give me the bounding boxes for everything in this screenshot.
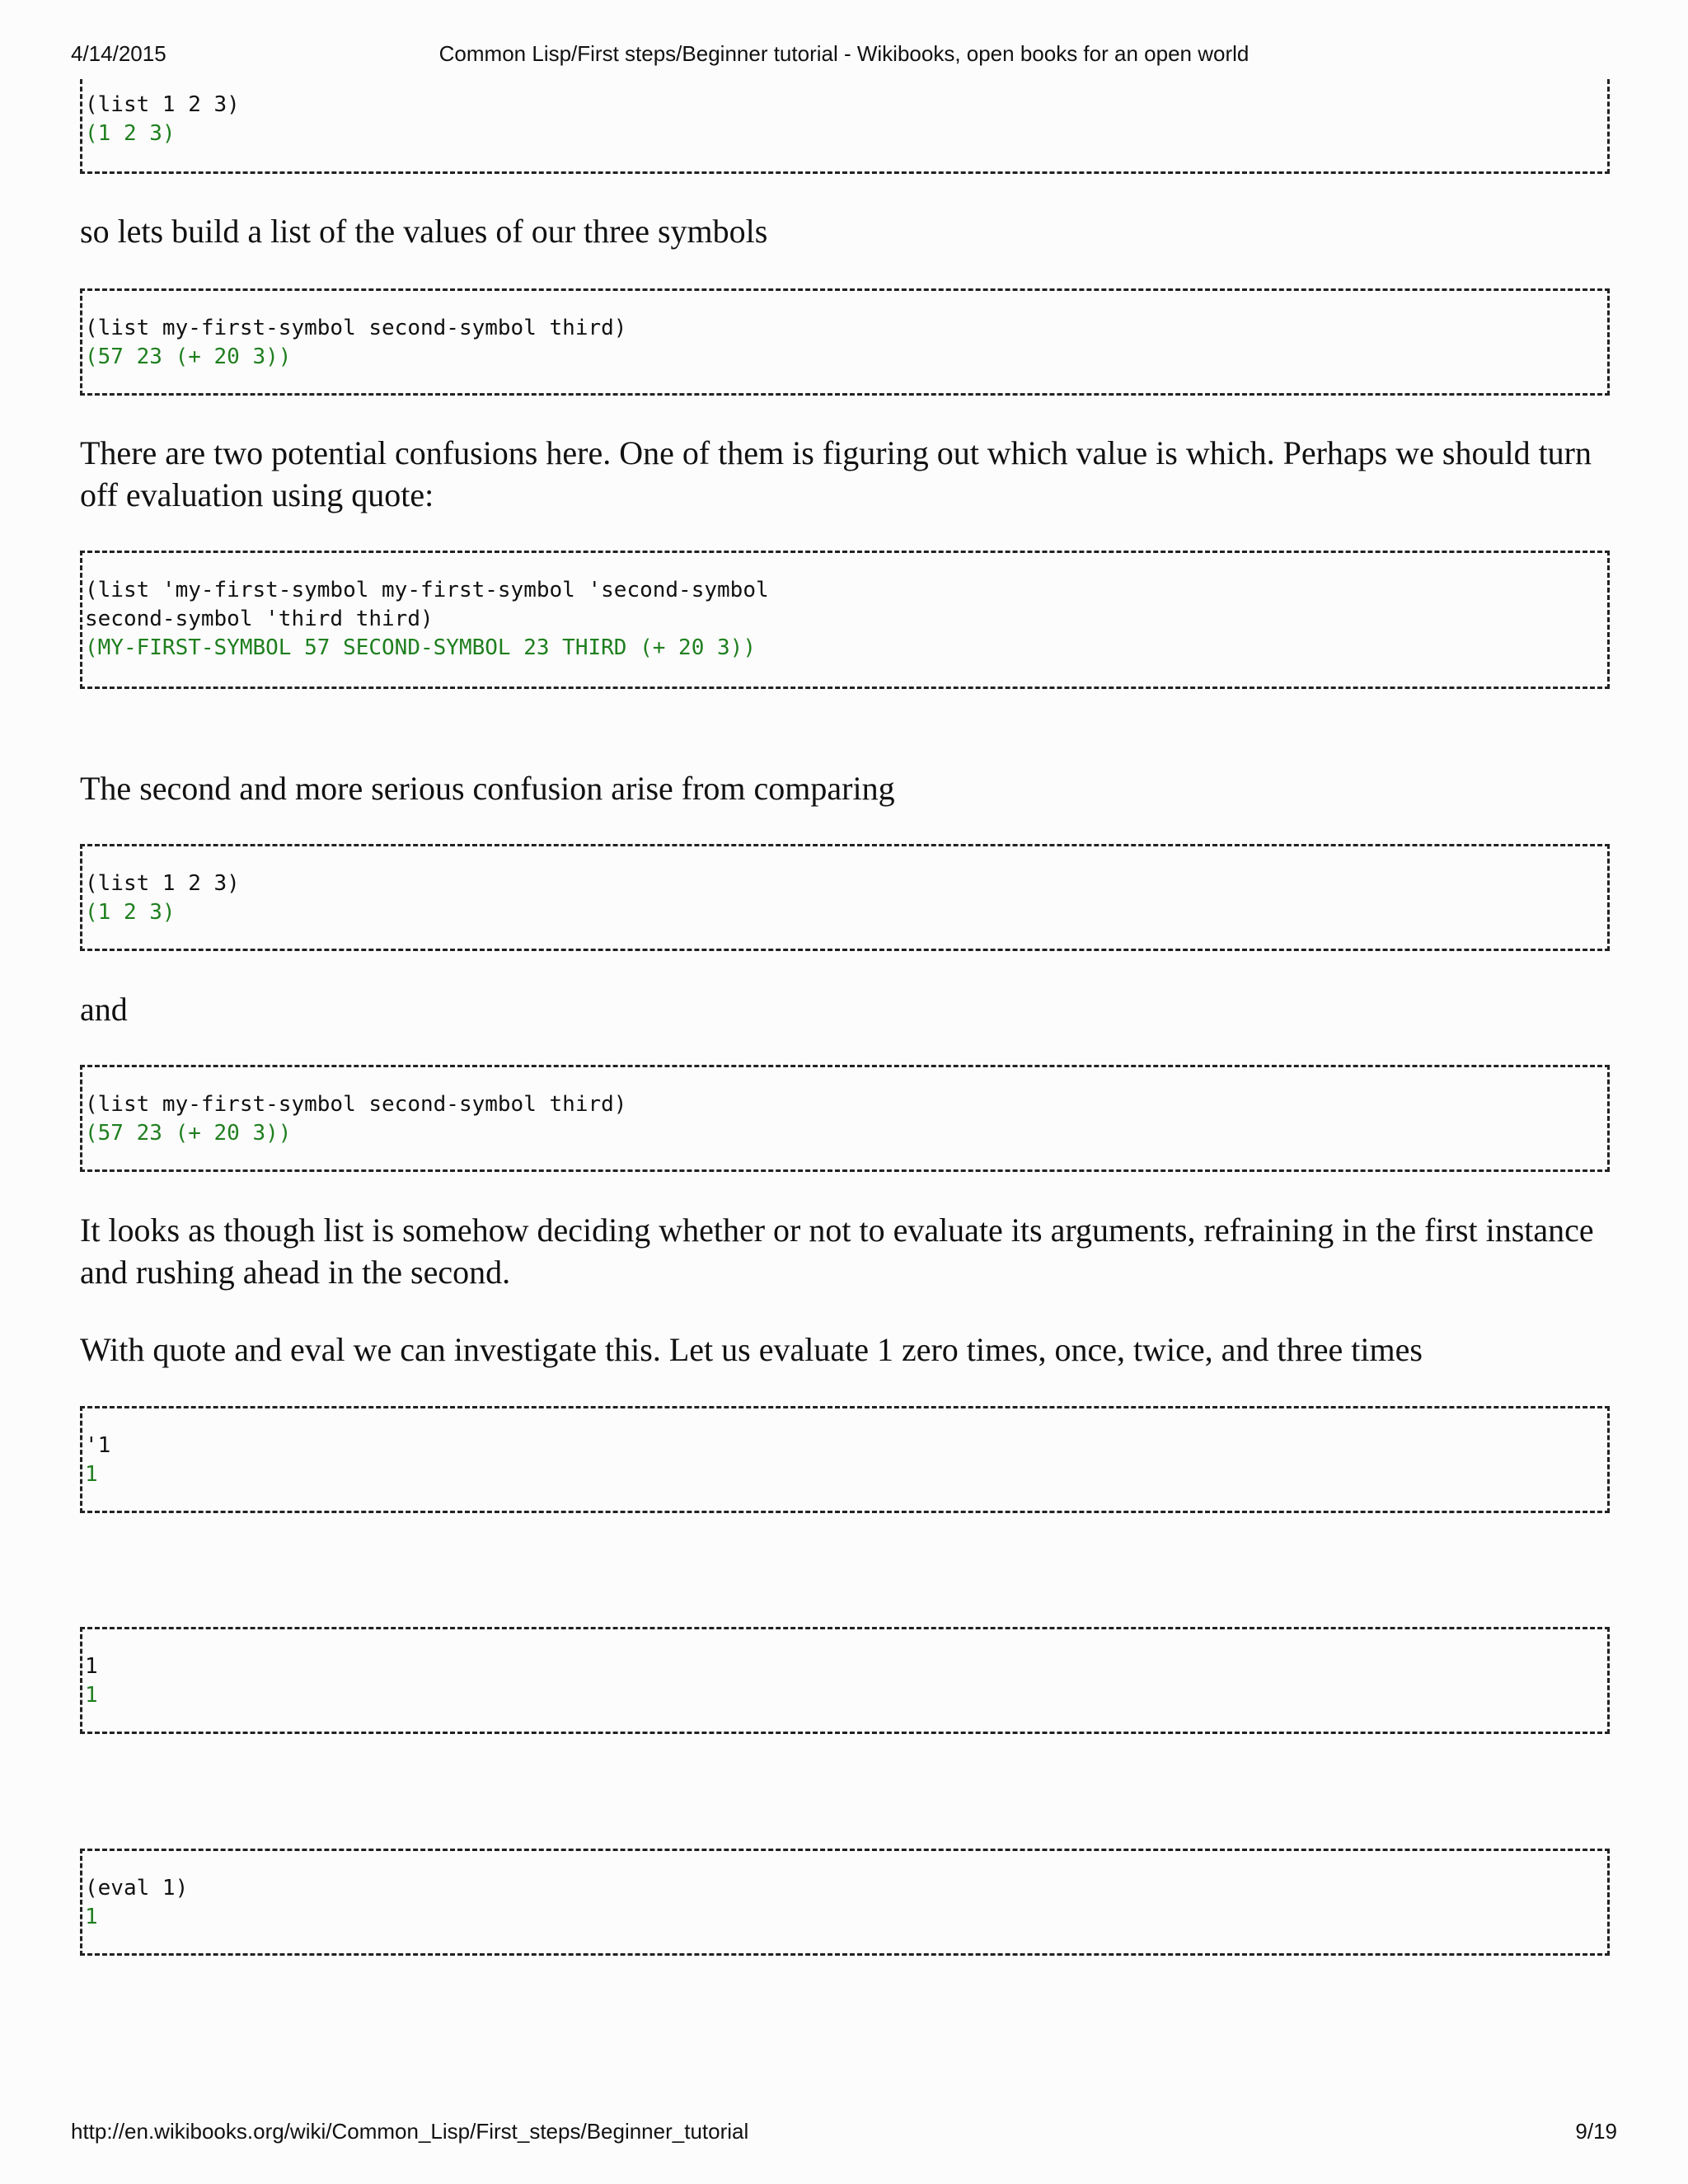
paragraph: It looks as though list is somehow deciding whether or not to evaluate its arguments, refraining in the first instance and rushing ahead in the second. — [80, 1212, 1594, 1291]
code-output: (MY-FIRST-SYMBOL 57 SECOND-SYMBOL 23 THIRD (+ 20 3)) — [85, 635, 756, 660]
code-output: (57 23 (+ 20 3)) — [85, 344, 292, 369]
code-block — [80, 79, 1610, 174]
code-input: '1 — [85, 1433, 111, 1458]
code-input: (list 1 2 3) — [85, 92, 240, 117]
code-block — [80, 844, 1610, 951]
code-block — [80, 1849, 1610, 1956]
paragraph: so lets build a list of the values of our three symbols — [80, 213, 768, 250]
paragraph: and — [80, 991, 128, 1028]
code-output: 1 — [85, 1683, 98, 1708]
code-output: (1 2 3) — [85, 900, 176, 925]
code-output: 1 — [85, 1905, 98, 1929]
print-date: 4/14/2015 — [71, 41, 166, 66]
code-input: (list my-first-symbol second-symbol third) — [85, 316, 627, 340]
code-block — [80, 551, 1610, 689]
code-block — [80, 1627, 1610, 1734]
code-input: (list 1 2 3) — [85, 871, 240, 896]
code-block — [80, 1406, 1610, 1513]
page-number: 9/19 — [1575, 2119, 1617, 2144]
code-block — [80, 1065, 1610, 1172]
code-output: (57 23 (+ 20 3)) — [85, 1121, 292, 1146]
page-url: http://en.wikibooks.org/wiki/Common_Lisp/First_steps/Beginner_tutorial — [71, 2119, 749, 2144]
code-input: 1 — [85, 1654, 98, 1679]
code-output: (1 2 3) — [85, 121, 176, 146]
paragraph: The second and more serious confusion arise from comparing — [80, 770, 895, 807]
code-input: (list 'my-first-symbol my-first-symbol 'second-symbol second-symbol 'third third) — [85, 578, 769, 631]
code-input: (list my-first-symbol second-symbol third) — [85, 1092, 627, 1117]
code-block — [80, 288, 1610, 396]
code-output: 1 — [85, 1462, 98, 1487]
paragraph: There are two potential confusions here. One of them is figuring out which value is which. Perhaps we should turn off evaluation using quote: — [80, 434, 1592, 513]
paragraph: With quote and eval we can investigate this. Let us evaluate 1 zero times, once, twice, and three times — [80, 1331, 1423, 1368]
page-title: Common Lisp/First steps/Beginner tutorial - Wikibooks, open books for an open world — [438, 41, 1250, 66]
code-input: (eval 1) — [85, 1876, 189, 1900]
